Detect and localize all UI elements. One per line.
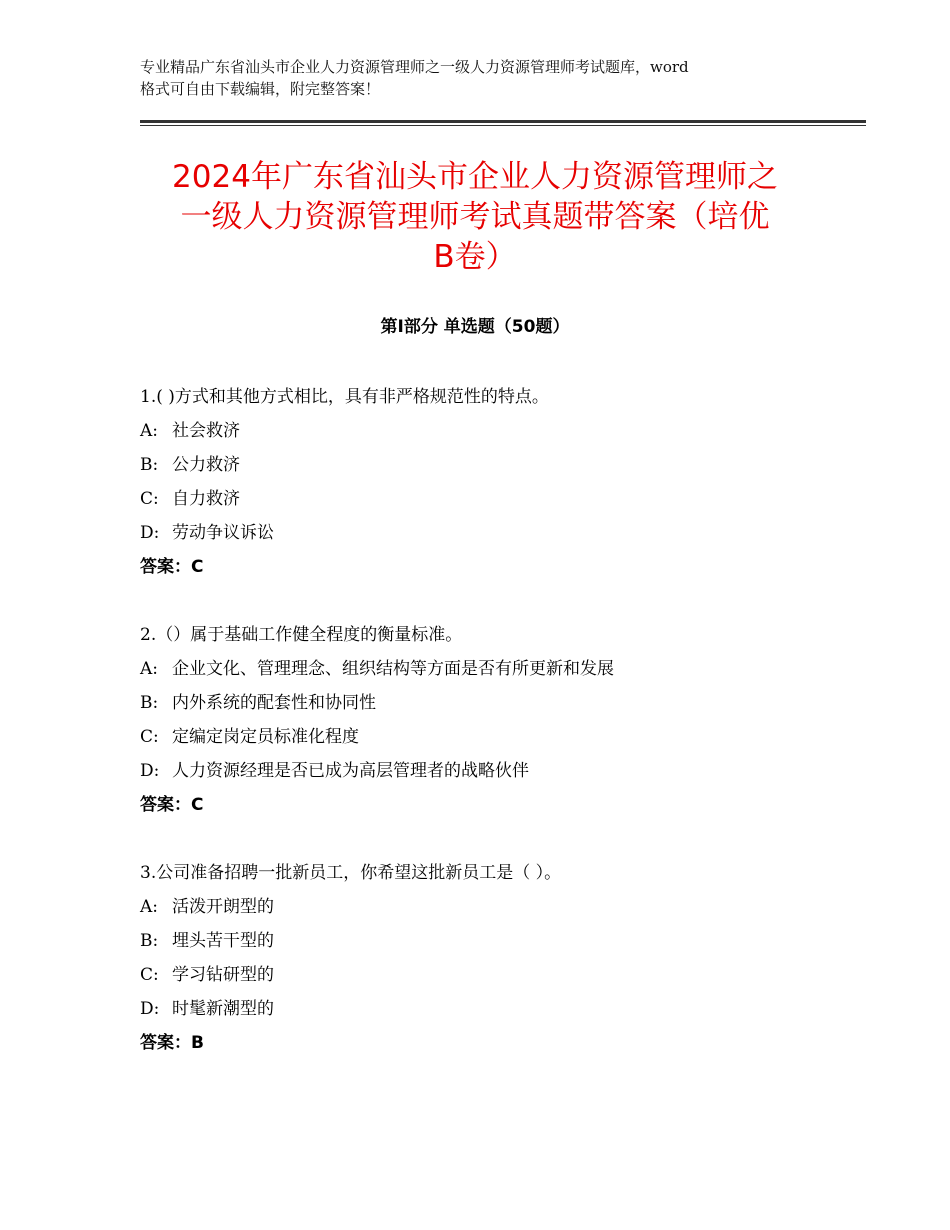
section-heading: 第Ⅰ部分 单选题（50题） (380, 317, 570, 337)
option-text: 学习钻研型的 (172, 965, 274, 985)
question-stem: 3.公司准备招聘一批新员工，你希望这批新员工是（ ）。 (140, 863, 562, 883)
option-letter: A: (140, 897, 159, 917)
option-letter: C: (140, 727, 159, 747)
question-2 (140, 618, 860, 822)
title-line-3: B卷） (433, 239, 517, 275)
header-note (140, 56, 830, 100)
question-1 (140, 380, 860, 584)
header-divider-thin (140, 125, 866, 126)
option-text: 自力救济 (172, 489, 240, 509)
question-stem: 2.（）属于基础工作健全程度的衡量标准。 (140, 625, 463, 645)
answer: 答案：B (140, 1033, 204, 1053)
option-letter: A: (140, 659, 159, 679)
option-text: 定编定岗定员标准化程度 (172, 727, 359, 747)
question-3 (140, 856, 860, 1060)
answer: 答案：C (140, 557, 204, 577)
header-note-line-1: 专业精品广东省汕头市企业人力资源管理师之一级人力资源管理师考试题库，word (140, 58, 689, 76)
option-letter: B: (140, 693, 159, 713)
option-a (140, 414, 860, 448)
option-d (140, 516, 860, 550)
option-text: 人力资源经理是否已成为高层管理者的战略伙伴 (172, 761, 529, 781)
option-text: 社会救济 (172, 421, 240, 441)
option-c (140, 482, 860, 516)
option-d (140, 754, 860, 788)
option-letter: D: (140, 523, 160, 543)
option-c (140, 720, 860, 754)
option-letter: C: (140, 965, 159, 985)
option-letter: D: (140, 761, 160, 781)
option-text: 劳动争议诉讼 (172, 523, 274, 543)
document-title (130, 157, 820, 277)
option-letter: B: (140, 931, 159, 951)
title-line-1: 2024年广东省汕头市企业人力资源管理师之 (172, 159, 778, 195)
answer: 答案：C (140, 795, 204, 815)
option-letter: A: (140, 421, 159, 441)
option-letter: C: (140, 489, 159, 509)
header-divider-thick (140, 120, 866, 123)
option-d (140, 992, 860, 1026)
option-text: 内外系统的配套性和协同性 (172, 693, 376, 713)
option-a (140, 890, 860, 924)
question-stem: 1.( )方式和其他方式相比，具有非严格规范性的特点。 (140, 387, 549, 407)
option-a (140, 652, 860, 686)
option-b (140, 686, 860, 720)
title-line-2: 一级人力资源管理师考试真题带答案（培优 (180, 199, 770, 235)
option-b (140, 924, 860, 958)
option-text: 时髦新潮型的 (172, 999, 274, 1019)
option-text: 企业文化、管理理念、组织结构等方面是否有所更新和发展 (172, 659, 614, 679)
option-c (140, 958, 860, 992)
option-letter: B: (140, 455, 159, 475)
option-text: 活泼开朗型的 (172, 897, 274, 917)
header-note-line-2: 格式可自由下载编辑，附完整答案！ (140, 80, 381, 98)
option-text: 公力救济 (172, 455, 240, 475)
option-text: 埋头苦干型的 (172, 931, 274, 951)
option-letter: D: (140, 999, 160, 1019)
option-b (140, 448, 860, 482)
